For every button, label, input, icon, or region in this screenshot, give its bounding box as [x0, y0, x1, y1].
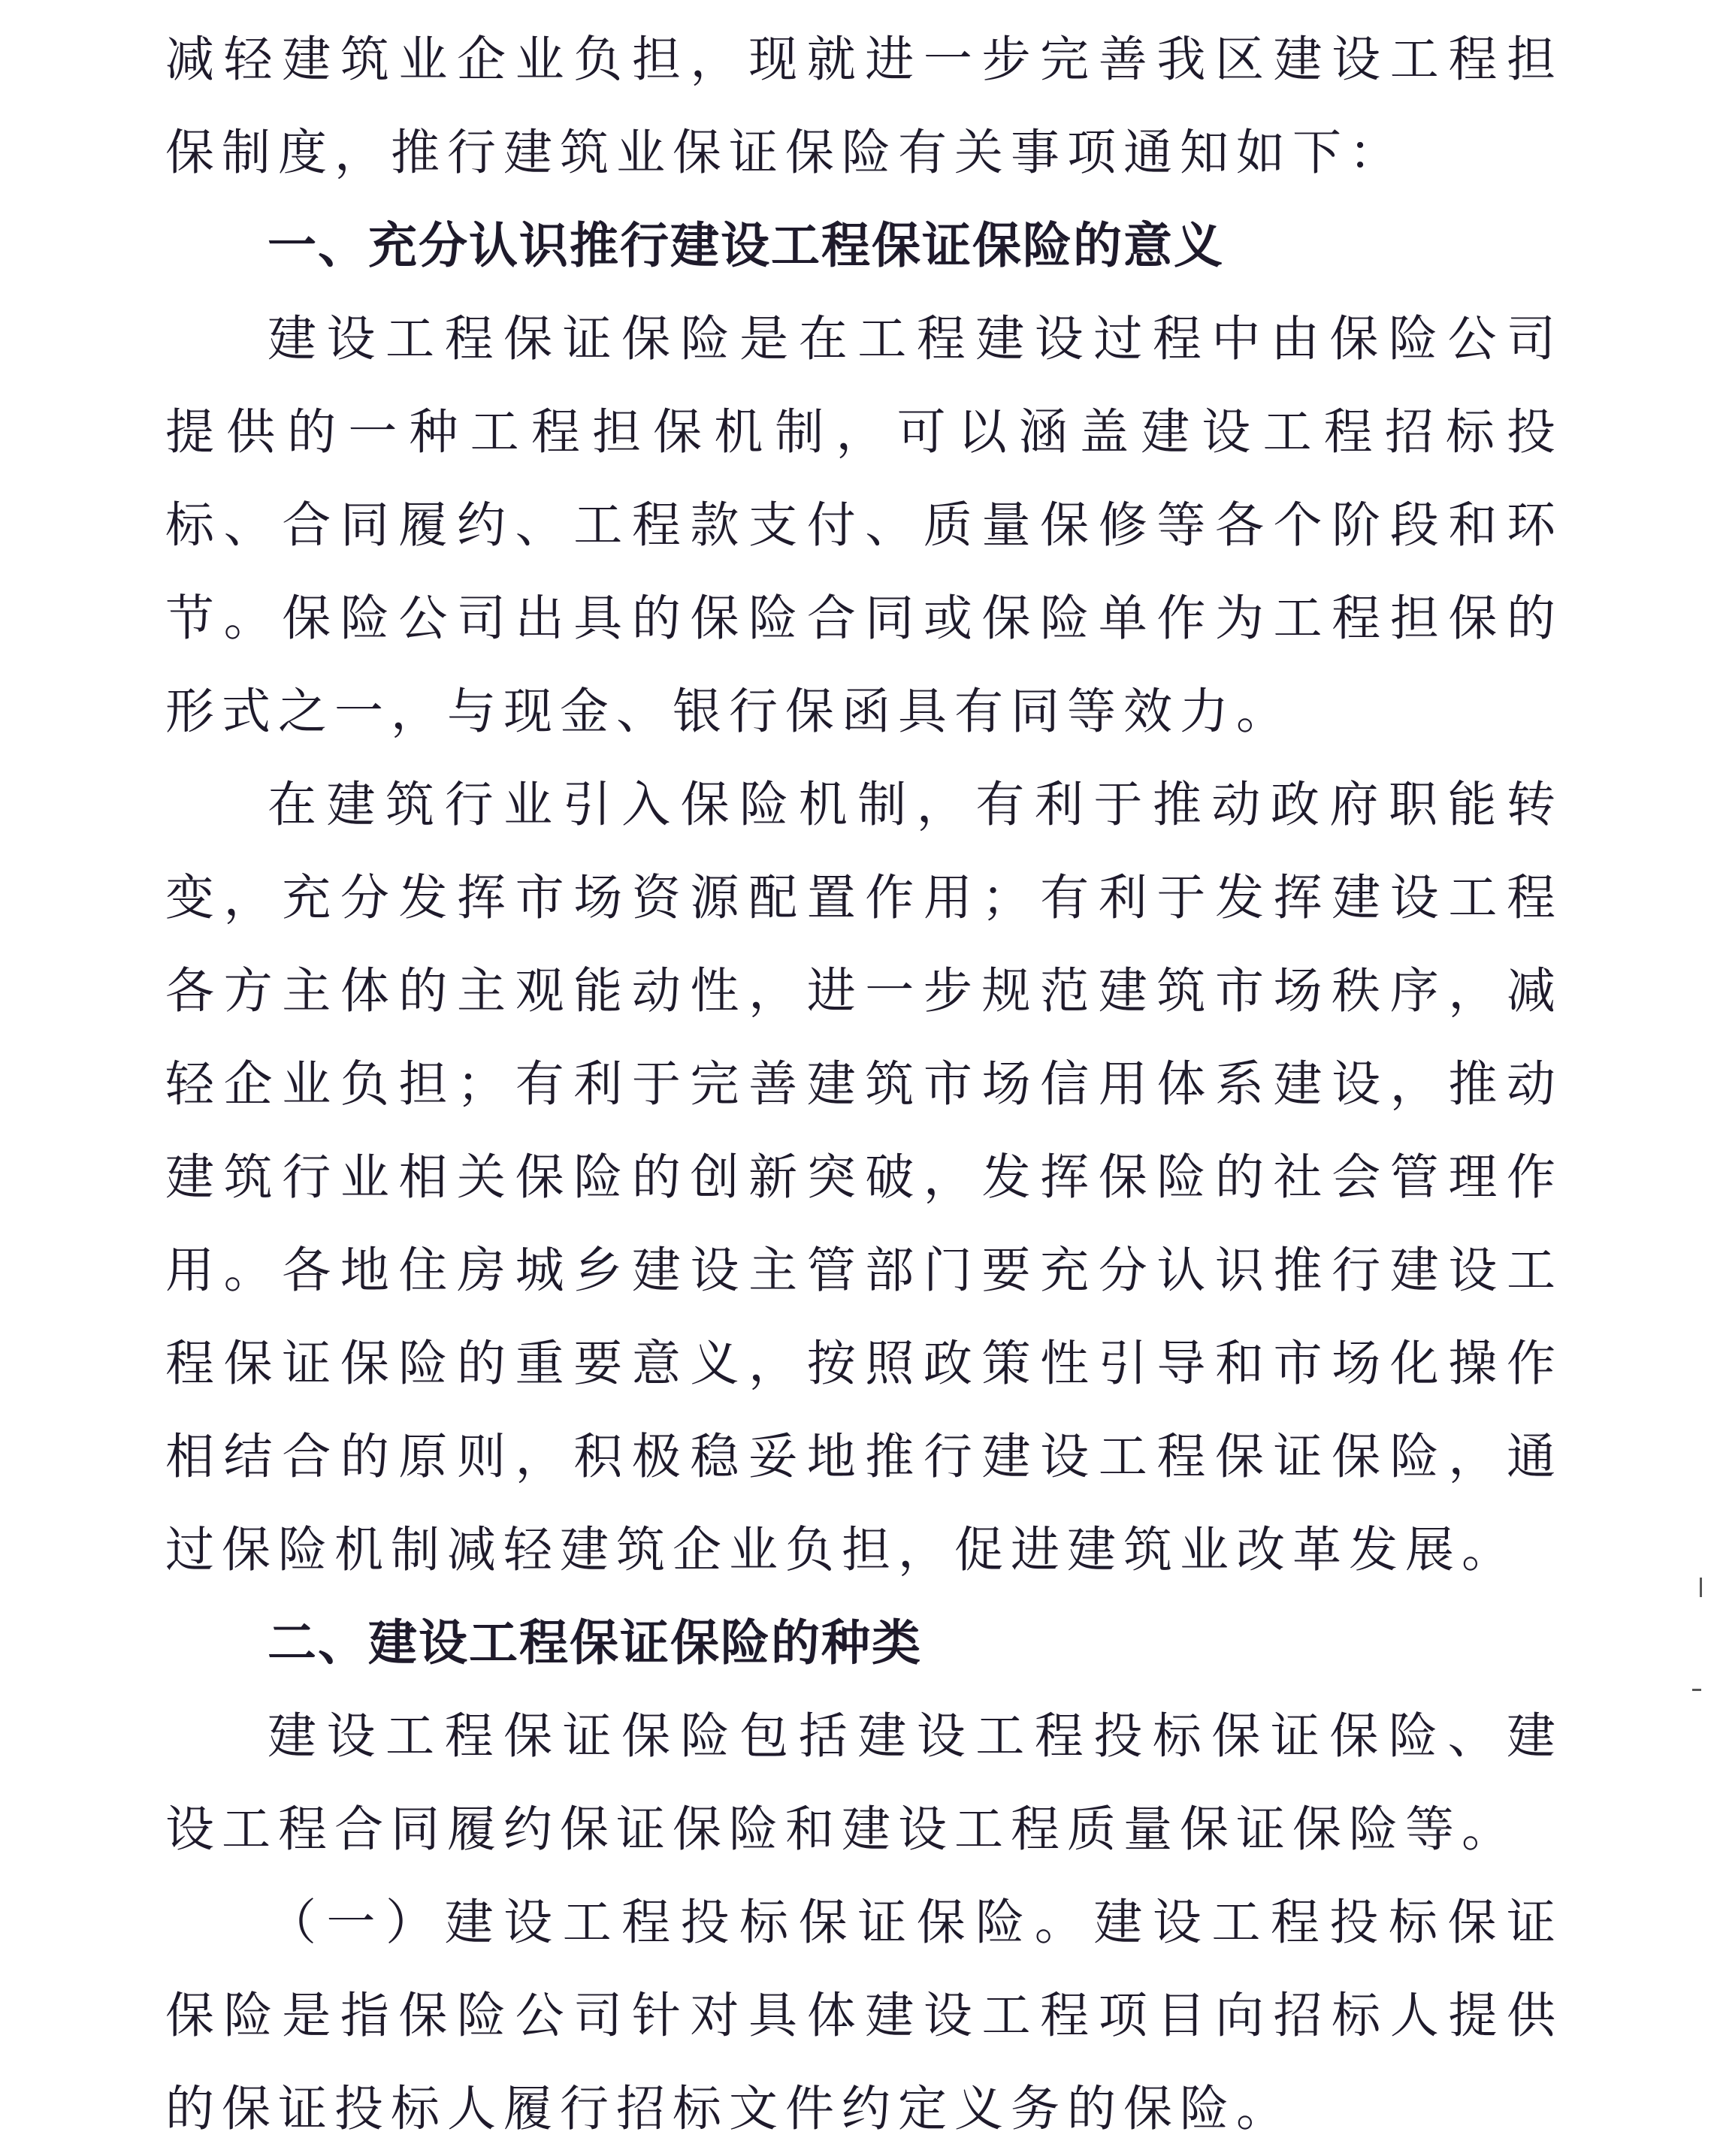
document-body [165, 14, 1563, 2156]
scan-edge-mark [1700, 1578, 1702, 1597]
paragraph-types: 建设工程保证保险包括建设工程投标保证保险、建设工程合同履约保证保险和建设工程质量保证保险等。 [165, 1708, 1563, 1858]
section-heading-1: 一、充分认识推行建设工程保证保险的意义 [268, 218, 1225, 274]
paragraph-bid-insurance: （一）建设工程投标保证保险。建设工程投标保证保险是指保险公司针对具体建设工程项目向招标人提供的保证投标人履行招标文件约定义务的保险。 [165, 1895, 1563, 2137]
paragraph-intro-continued: 减轻建筑业企业负担，现就进一步完善我区建设工程担保制度，推行建筑业保证保险有关事项通知如下： [165, 32, 1563, 181]
scan-edge-mark [1692, 1689, 1701, 1691]
paragraph-significance: 在建筑行业引入保险机制，有利于推动政府职能转变，充分发挥市场资源配置作用；有利于发挥建设工程各方主体的主观能动性，进一步规范建筑市场秩序，减轻企业负担；有利于完善建筑市场信用体系建设，推动建筑行业相关保险的创新突破，发挥保险的社会管理作用。各地住房城乡建设主管部门要充分认识推行建设工程保证保险的重要意义，按照政策性引导和市场化操作相结合的原则，积极稳妥地推行建设工程保证保险，通过保险机制减轻建筑企业负担，促进建筑业改革发展。 [165, 777, 1563, 1578]
section-heading-2: 二、建设工程保证保险的种类 [268, 1615, 923, 1671]
paragraph-definition: 建设工程保证保险是在工程建设过程中由保险公司提供的一种工程担保机制，可以涵盖建设工程招标投标、合同履约、工程款支付、质量保修等各个阶段和环节。保险公司出具的保险合同或保险单作为工程担保的形式之一，与现金、银行保函具有同等效力。 [165, 311, 1563, 740]
